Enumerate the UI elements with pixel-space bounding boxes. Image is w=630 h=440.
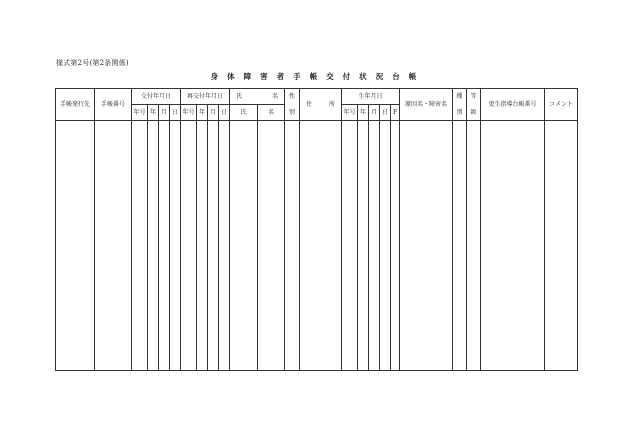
ledger-table [55,88,578,371]
cell-grade[interactable] [467,121,481,371]
header-grade [467,89,481,121]
header-address [300,89,342,121]
header-cause: 原因名・障害名 [400,89,453,121]
reissue-month: 月 [208,105,219,121]
cell-name-family[interactable] [230,121,258,371]
cell-issuer[interactable] [56,121,95,371]
header-rehab-number: 更生指導台帳番号 [481,89,545,121]
header-name-family: 氏 [236,93,243,100]
header-row-top [56,89,578,105]
cell-rehab-number[interactable] [481,121,545,371]
cell-reissue-month[interactable] [208,121,219,371]
cell-birth-year[interactable] [358,121,369,371]
header-address-a: 住 [306,101,313,108]
cell-reissue-year[interactable] [197,121,208,371]
document-title: 身 体 障 害 者 手 帳 交 付 状 況 台 帳 [210,72,420,81]
header-issuer: 手帳発行先 [56,89,95,121]
header-name [230,89,285,105]
form-number: 様式第2号(第2条関係) [56,59,129,67]
birth-month: 月 [369,105,380,121]
cell-birth-extra[interactable] [391,121,400,371]
cell-cause[interactable] [400,121,453,371]
header-kind-a: 種 [456,93,463,100]
header-name-given: 名 [272,93,279,100]
cell-birth-day[interactable] [380,121,391,371]
birth-year: 年 [358,105,369,121]
header-reissue-date: 再交付年月日 [181,89,230,105]
name-family-sub: 氏 [230,105,258,121]
header-issue-date: 交付年月日 [132,89,181,105]
header-grade-b: 級 [470,109,477,116]
header-sex [285,89,300,121]
header-notebook-number: 手帳番号 [95,89,132,121]
birth-era: 年号 [342,105,358,121]
issue-day: 日 [170,105,181,121]
header-birth-date: 生年月日 [342,89,400,105]
issue-era: 年号 [132,105,148,121]
cell-issue-era[interactable] [132,121,148,371]
reissue-day: 日 [219,105,230,121]
cell-name-given[interactable] [258,121,285,371]
birth-extra: F [391,105,400,121]
reissue-year: 年 [197,105,208,121]
cell-kind[interactable] [453,121,467,371]
birth-day: 日 [380,105,391,121]
cell-issue-day[interactable] [170,121,181,371]
header-comment: コメント [545,89,578,121]
header-sex-a: 性 [289,93,296,100]
issue-year: 年 [148,105,159,121]
header-kind [453,89,467,121]
cell-sex[interactable] [285,121,300,371]
cell-notebook-number[interactable] [95,121,132,371]
cell-comment[interactable] [545,121,578,371]
header-sex-b: 別 [289,109,296,116]
reissue-era: 年号 [181,105,197,121]
ledger-body-row [56,121,578,371]
name-given-sub: 名 [258,105,285,121]
cell-reissue-day[interactable] [219,121,230,371]
cell-reissue-era[interactable] [181,121,197,371]
header-grade-a: 等 [470,93,477,100]
header-address-b: 所 [329,101,336,108]
cell-issue-year[interactable] [148,121,159,371]
cell-address[interactable] [300,121,342,371]
cell-birth-era[interactable] [342,121,358,371]
header-kind-b: 別 [456,109,463,116]
cell-issue-month[interactable] [159,121,170,371]
cell-birth-month[interactable] [369,121,380,371]
issue-month: 月 [159,105,170,121]
